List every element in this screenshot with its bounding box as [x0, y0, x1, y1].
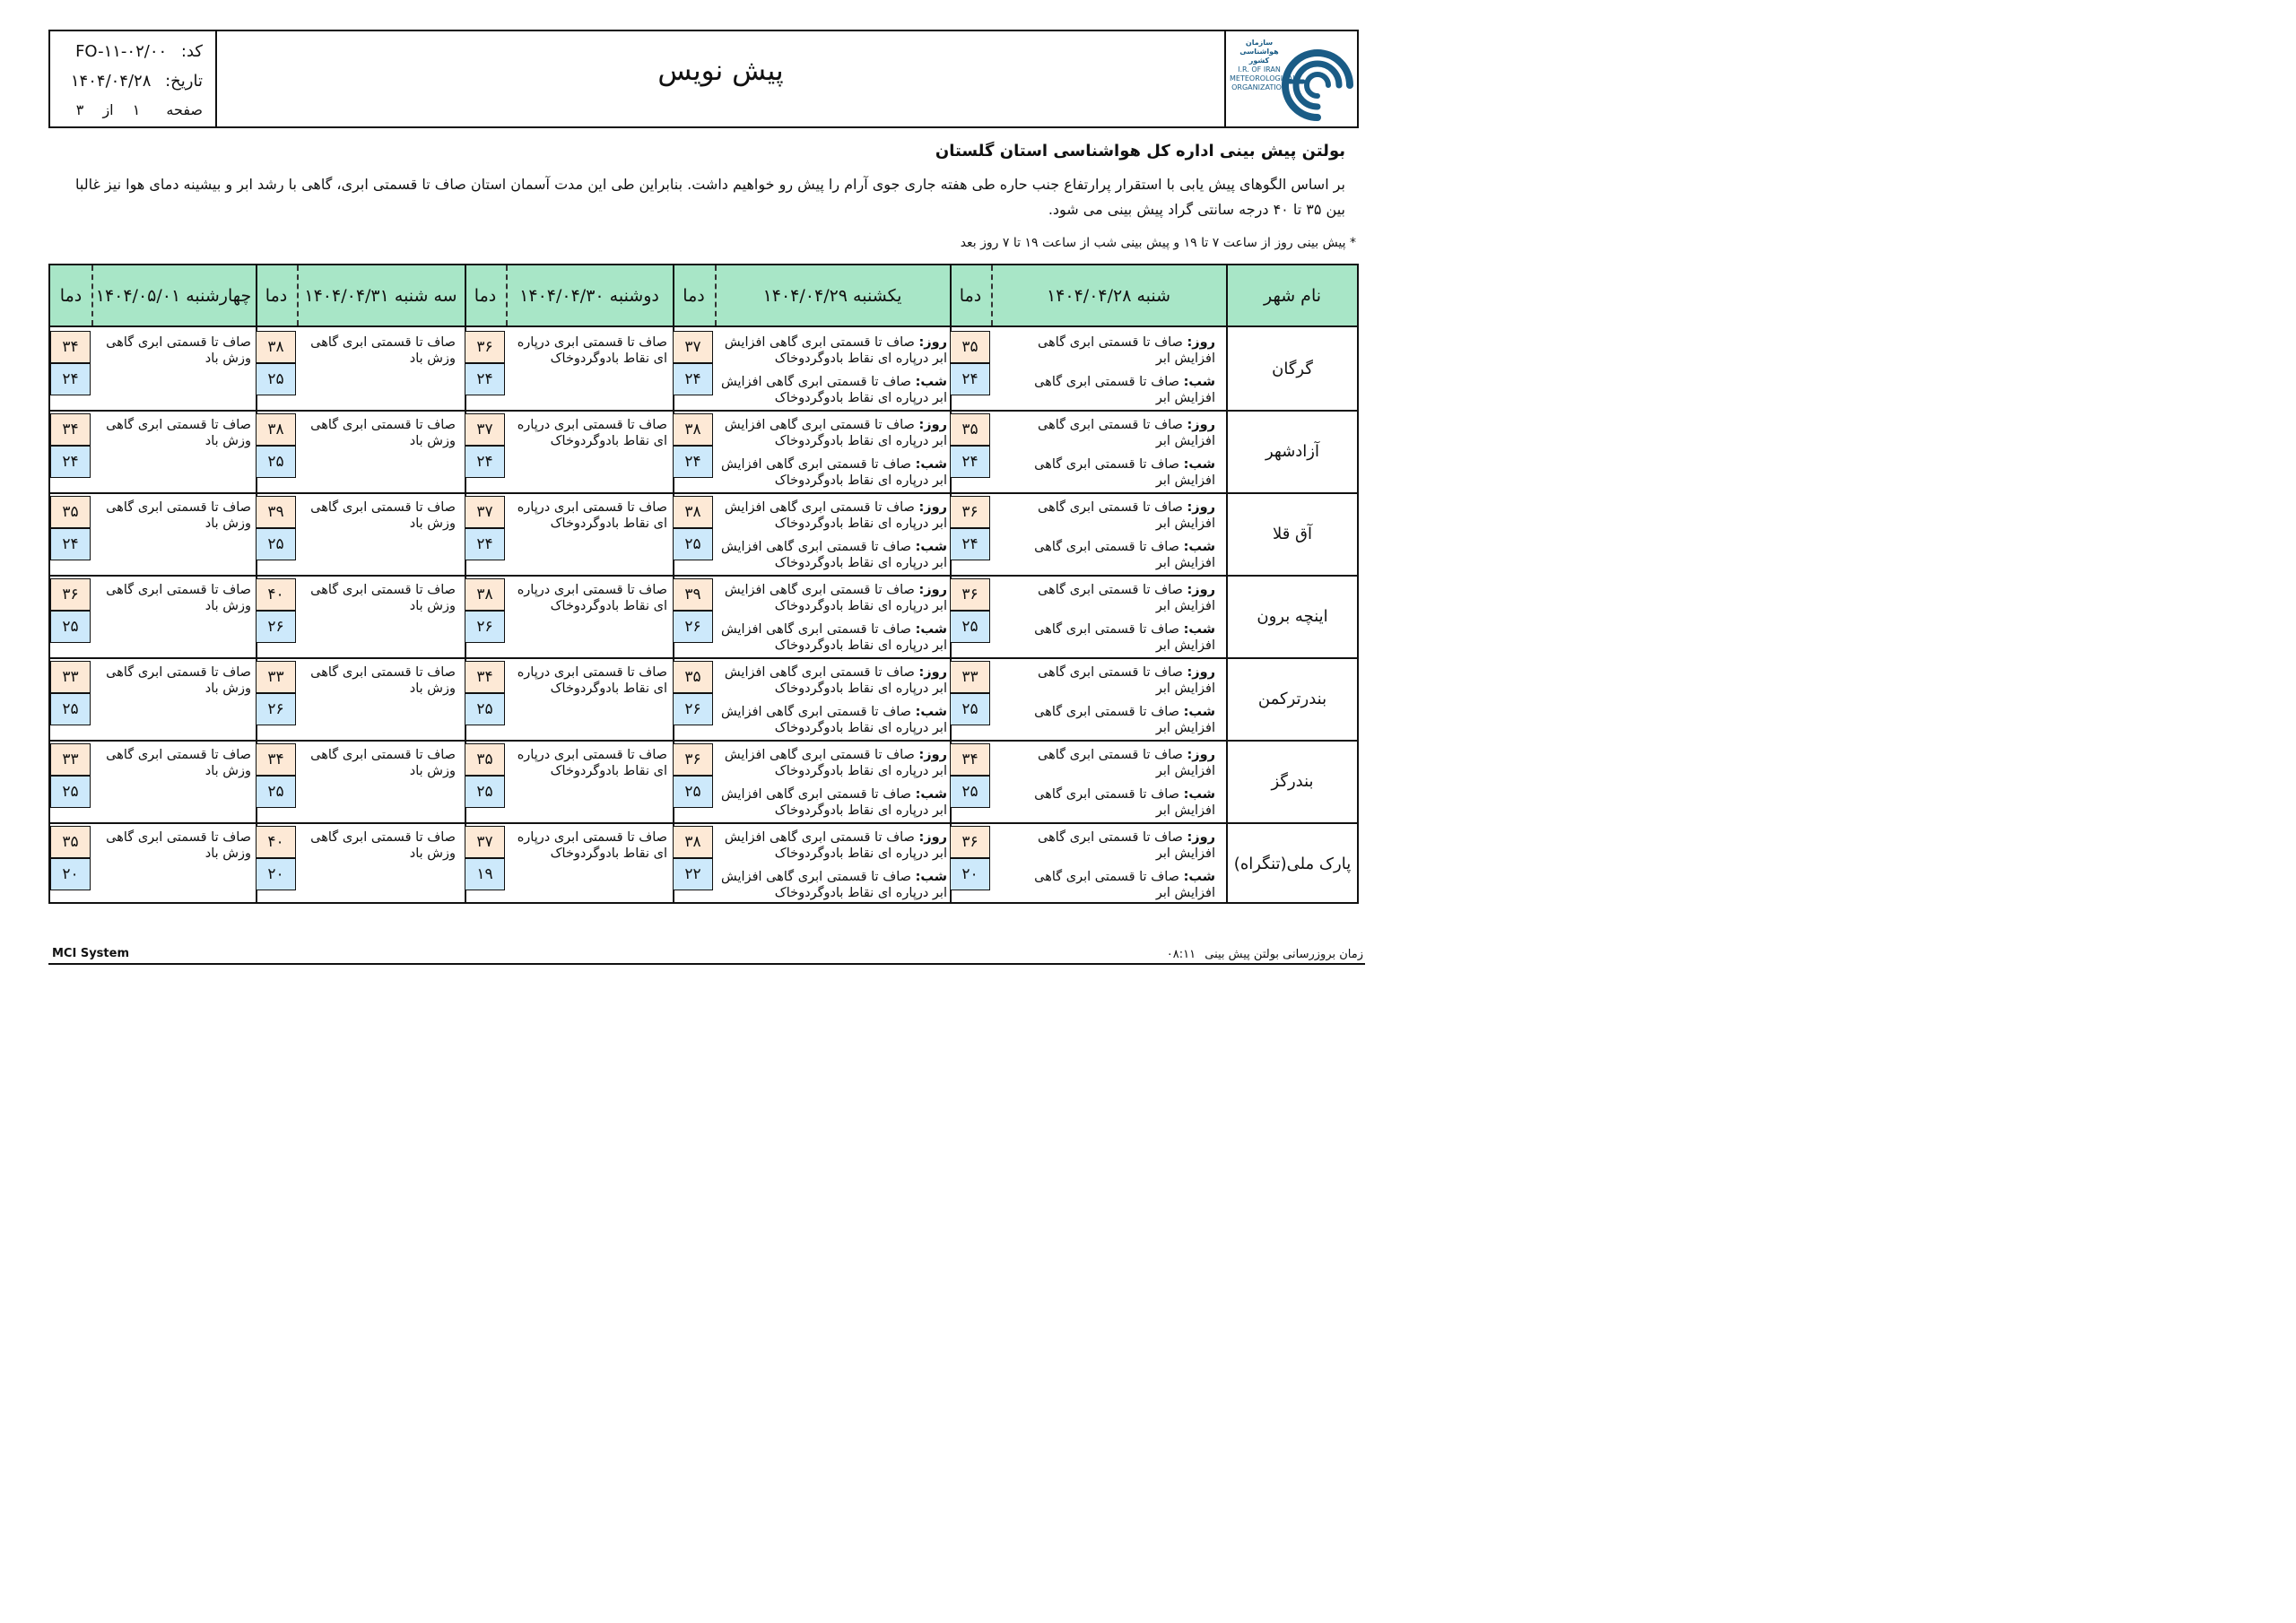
night-forecast-text [718, 456, 947, 489]
night-text: صاف تا قسمتی ابری گاهی افزایش ابر [1034, 375, 1215, 405]
night-forecast-text [718, 786, 947, 819]
city-name: گرگان [1272, 359, 1313, 378]
page-total: ۳ [75, 101, 84, 118]
night-forecast-text [994, 621, 1215, 654]
forecast-text: صاف تا قسمتی ابری گاهی وزش باد [106, 665, 251, 696]
min-temp-box: ۲۰ [50, 858, 91, 890]
city-column-header: نام شهر [1263, 285, 1322, 306]
min-temp-box: ۲۶ [465, 611, 505, 643]
day-forecast-text [994, 499, 1215, 532]
day-header-3: دوشنبه ۱۴۰۴/۰۴/۳۰ [519, 285, 659, 306]
forecast-text: صاف تا قسمتی ابری درپاره ای نقاط بادوگردوخاک [517, 500, 667, 531]
city-name: اینچه برون [1257, 606, 1328, 626]
day-header-5: چهارشنبه ۱۴۰۴/۰۵/۰۱ [95, 285, 252, 306]
max-temp-box: ۳۳ [256, 661, 296, 693]
forecast-text: صاف تا قسمتی ابری درپاره ای نقاط بادوگردوخاک [517, 418, 667, 448]
night-forecast-text [718, 621, 947, 654]
forecast-text: صاف تا قسمتی ابری درپاره ای نقاط بادوگردوخاک [517, 335, 667, 366]
row-divider [50, 822, 1357, 824]
day-label: روز: [918, 748, 947, 762]
row-divider [50, 657, 1357, 659]
max-temp-box: ۳۶ [673, 743, 713, 776]
max-temp-box: ۳۷ [465, 413, 505, 446]
header-divider [91, 265, 93, 325]
min-temp-box: ۲۴ [673, 446, 713, 478]
day-forecast-text [718, 334, 947, 367]
day-forecast-text [994, 664, 1215, 697]
night-text: صاف تا قسمتی ابری گاهی افزایش ابر [1034, 705, 1215, 735]
forecast-text: صاف تا قسمتی ابری گاهی وزش باد [310, 335, 456, 366]
max-temp-box: ۳۸ [256, 331, 296, 363]
day-header-1: شنبه ۱۴۰۴/۰۴/۲۸ [1046, 285, 1171, 306]
logo-fa-text: سازمان هواشناسی کشور [1239, 39, 1279, 65]
document-meta [50, 31, 217, 126]
logo-en-3: ORGANIZATION [1231, 83, 1287, 91]
night-label: شب: [915, 870, 947, 884]
footer-update-label: زمان بروزرسانی بولتن پیش بینی [1205, 948, 1363, 961]
day-text: صاف تا قسمتی ابری گاهی افزایش ابر [1038, 665, 1215, 696]
min-temp-box: ۲۵ [256, 446, 296, 478]
night-label: شب: [1183, 787, 1215, 802]
night-label: شب: [1183, 457, 1215, 472]
min-temp-box: ۲۵ [950, 611, 990, 643]
day-text: صاف تا قسمتی ابری گاهی افزایش ابر [1038, 748, 1215, 778]
footer-update-time [1167, 948, 1363, 961]
forecast-text: صاف تا قسمتی ابری گاهی وزش باد [310, 748, 456, 778]
min-temp-box: ۲۴ [465, 528, 505, 560]
day-text: صاف تا قسمتی ابری گاهی افزایش ابر درپاره ای نقاط بادوگردوخاک [724, 418, 947, 448]
max-temp-box: ۳۵ [50, 496, 91, 528]
forecast-text: صاف تا قسمتی ابری گاهی وزش باد [106, 830, 251, 861]
night-text: صاف تا قسمتی ابری گاهی افزایش ابر درپاره ای نقاط بادوگردوخاک [721, 870, 947, 900]
min-temp-box: ۲۰ [256, 858, 296, 890]
max-temp-box: ۴۰ [256, 578, 296, 611]
day-label: روز: [918, 418, 947, 432]
day-label: روز: [1187, 583, 1215, 597]
night-label: شب: [1183, 870, 1215, 884]
night-text: صاف تا قسمتی ابری گاهی افزایش ابر درپاره ای نقاط بادوگردوخاک [721, 375, 947, 405]
temp-header-4: دما [265, 285, 288, 306]
day-forecast-text [718, 417, 947, 449]
max-temp-box: ۳۳ [50, 743, 91, 776]
max-temp-box: ۳۵ [50, 826, 91, 858]
min-temp-box: ۲۵ [50, 611, 91, 643]
max-temp-box: ۳۸ [465, 578, 505, 611]
min-temp-box: ۲۴ [950, 446, 990, 478]
day-forecast-text [718, 747, 947, 779]
city-name: آزادشهر [1265, 441, 1320, 461]
day-label: روز: [1187, 418, 1215, 432]
day-text: صاف تا قسمتی ابری گاهی افزایش ابر درپاره ای نقاط بادوگردوخاک [724, 665, 947, 696]
day-label: روز: [1187, 748, 1215, 762]
night-text: صاف تا قسمتی ابری گاهی افزایش ابر درپاره ای نقاط بادوگردوخاک [721, 705, 947, 735]
day-label: روز: [1187, 335, 1215, 350]
table-header-row [50, 265, 1357, 327]
min-temp-box: ۲۴ [673, 363, 713, 395]
forecast-text: صاف تا قسمتی ابری گاهی وزش باد [106, 335, 251, 366]
max-temp-box: ۳۹ [673, 578, 713, 611]
min-temp-box: ۲۴ [950, 363, 990, 395]
min-temp-box: ۲۴ [465, 363, 505, 395]
forecast-text: صاف تا قسمتی ابری گاهی وزش باد [106, 418, 251, 448]
night-forecast-text [994, 456, 1215, 489]
min-temp-box: ۲۴ [50, 528, 91, 560]
logo-en-2: METEOROLOGICAL [1230, 74, 1297, 82]
day-label: روز: [918, 335, 947, 350]
forecast-text: صاف تا قسمتی ابری گاهی وزش باد [310, 583, 456, 613]
max-temp-box: ۳۴ [256, 743, 296, 776]
header-divider [991, 265, 993, 325]
day-text: صاف تا قسمتی ابری گاهی افزایش ابر درپاره ای نقاط بادوگردوخاک [724, 335, 947, 366]
night-forecast-text [994, 786, 1215, 819]
logo-text [1230, 39, 1297, 92]
day-header-4: سه شنبه ۱۴۰۴/۰۴/۳۱ [304, 285, 457, 306]
day-label: روز: [1187, 665, 1215, 680]
day-text: صاف تا قسمتی ابری گاهی افزایش ابر [1038, 335, 1215, 366]
page-of: از [102, 101, 114, 118]
day-header-2: یکشنبه ۱۴۰۴/۰۴/۲۹ [762, 285, 902, 306]
temp-header-3: دما [474, 285, 497, 306]
min-temp-box: ۲۵ [256, 776, 296, 808]
day-label: روز: [918, 830, 947, 845]
min-temp-box: ۲۵ [256, 528, 296, 560]
max-temp-box: ۴۰ [256, 826, 296, 858]
max-temp-box: ۳۶ [950, 578, 990, 611]
day-text: صاف تا قسمتی ابری گاهی افزایش ابر درپاره ای نقاط بادوگردوخاک [724, 500, 947, 531]
night-text: صاف تا قسمتی ابری گاهی افزایش ابر [1034, 540, 1215, 570]
bulletin-title: بولتن پیش بینی اداره کل هواشناسی استان گلستان [935, 142, 1345, 161]
night-label: شب: [915, 787, 947, 802]
row-divider [50, 740, 1357, 742]
max-temp-box: ۳۶ [465, 331, 505, 363]
night-label: شب: [1183, 622, 1215, 637]
forecast-time-note: * پیش بینی روز از ساعت ۷ تا ۱۹ و پیش بینی شب از ساعت ۱۹ تا ۷ روز بعد [960, 236, 1356, 250]
night-label: شب: [1183, 540, 1215, 554]
code-row [75, 42, 203, 61]
night-forecast-text [718, 704, 947, 736]
max-temp-box: ۳۵ [950, 331, 990, 363]
forecast-text: صاف تا قسمتی ابری گاهی وزش باد [310, 500, 456, 531]
night-forecast-text [718, 539, 947, 571]
min-temp-box: ۲۴ [50, 363, 91, 395]
min-temp-box: ۲۵ [256, 363, 296, 395]
min-temp-box: ۲۵ [950, 776, 990, 808]
forecast-text: صاف تا قسمتی ابری گاهی وزش باد [106, 583, 251, 613]
min-temp-box: ۲۵ [673, 528, 713, 560]
night-label: شب: [1183, 375, 1215, 389]
day-forecast-text [994, 417, 1215, 449]
max-temp-box: ۳۶ [950, 826, 990, 858]
day-label: روز: [918, 665, 947, 680]
footer-update-value: ۰۸:۱۱ [1166, 948, 1196, 961]
night-text: صاف تا قسمتی ابری گاهی افزایش ابر [1034, 870, 1215, 900]
min-temp-box: ۲۲ [673, 858, 713, 890]
page-current: ۱ [132, 101, 141, 118]
day-label: روز: [918, 500, 947, 515]
page-title: پیش نویس [657, 55, 784, 87]
night-forecast-text [994, 539, 1215, 571]
min-temp-box: ۲۶ [673, 693, 713, 725]
day-label: روز: [918, 583, 947, 597]
logo-en-1: I.R. OF IRAN [1238, 65, 1281, 74]
min-temp-box: ۲۵ [50, 776, 91, 808]
min-temp-box: ۲۴ [465, 446, 505, 478]
forecast-table [48, 264, 1359, 904]
page-label: صفحه [166, 101, 203, 118]
max-temp-box: ۳۸ [673, 496, 713, 528]
night-label: شب: [915, 457, 947, 472]
max-temp-box: ۳۸ [256, 413, 296, 446]
day-forecast-text [994, 334, 1215, 367]
night-forecast-text [718, 374, 947, 406]
max-temp-box: ۳۸ [673, 826, 713, 858]
night-label: شب: [1183, 705, 1215, 719]
city-name: بندرگز [1271, 771, 1314, 791]
temp-header-2: دما [683, 285, 705, 306]
meteorological-organization-logo-icon [1282, 37, 1355, 123]
max-temp-box: ۳۸ [673, 413, 713, 446]
forecast-text: صاف تا قسمتی ابری گاهی وزش باد [310, 418, 456, 448]
night-text: صاف تا قسمتی ابری گاهی افزایش ابر درپاره ای نقاط بادوگردوخاک [721, 457, 947, 488]
day-text: صاف تا قسمتی ابری گاهی افزایش ابر [1038, 583, 1215, 613]
max-temp-box: ۳۷ [465, 826, 505, 858]
day-text: صاف تا قسمتی ابری گاهی افزایش ابر [1038, 500, 1215, 531]
max-temp-box: ۳۷ [465, 496, 505, 528]
footer-divider [48, 963, 1365, 965]
date-row [71, 72, 203, 91]
night-label: شب: [915, 622, 947, 637]
day-forecast-text [718, 499, 947, 532]
min-temp-box: ۲۴ [950, 528, 990, 560]
max-temp-box: ۳۳ [50, 661, 91, 693]
day-forecast-text [994, 747, 1215, 779]
forecast-text: صاف تا قسمتی ابری درپاره ای نقاط بادوگردوخاک [517, 665, 667, 696]
temp-header-1: دما [959, 285, 982, 306]
day-text: صاف تا قسمتی ابری گاهی افزایش ابر درپاره ای نقاط بادوگردوخاک [724, 830, 947, 861]
min-temp-box: ۲۰ [950, 858, 990, 890]
forecast-text: صاف تا قسمتی ابری گاهی وزش باد [310, 665, 456, 696]
bulletin-body: بر اساس الگوهای پیش یابی با استقرار پرارتفاع جنب حاره طی هفته جاری جوی آرام را پیش رو خواهیم داشت. بنابراین طی این مدت آسمان استان صاف تا قسمتی ابری، گاهی با رشد ابر و بیشینه دمای هوا نیز غالبا بین ۳۵ تا ۴۰ درجه سانتی گراد پیش بینی می شود. [75, 176, 1345, 218]
min-temp-box: ۱۹ [465, 858, 505, 890]
logo-cell [1224, 31, 1357, 126]
max-temp-box: ۳۶ [950, 496, 990, 528]
max-temp-box: ۳۵ [465, 743, 505, 776]
night-text: صاف تا قسمتی ابری گاهی افزایش ابر [1034, 787, 1215, 818]
forecast-text: صاف تا قسمتی ابری گاهی وزش باد [310, 830, 456, 861]
min-temp-box: ۲۵ [50, 693, 91, 725]
min-temp-box: ۲۴ [50, 446, 91, 478]
night-forecast-text [994, 704, 1215, 736]
day-label: روز: [1187, 830, 1215, 845]
max-temp-box: ۳۵ [950, 413, 990, 446]
city-name: پارک ملی(تنگراه) [1233, 854, 1352, 873]
min-temp-box: ۲۶ [256, 693, 296, 725]
day-forecast-text [718, 664, 947, 697]
night-text: صاف تا قسمتی ابری گاهی افزایش ابر درپاره ای نقاط بادوگردوخاک [721, 622, 947, 653]
min-temp-box: ۲۵ [950, 693, 990, 725]
max-temp-box: ۳۵ [673, 661, 713, 693]
night-text: صاف تا قسمتی ابری گاهی افزایش ابر درپاره ای نقاط بادوگردوخاک [721, 787, 947, 818]
day-forecast-text [994, 582, 1215, 614]
night-label: شب: [915, 375, 947, 389]
max-temp-box: ۳۴ [950, 743, 990, 776]
day-text: صاف تا قسمتی ابری گاهی افزایش ابر درپاره ای نقاط بادوگردوخاک [724, 583, 947, 613]
code-value: FO-۱۱-۰۲/۰۰ [75, 42, 168, 61]
max-temp-box: ۳۶ [50, 578, 91, 611]
min-temp-box: ۲۵ [465, 776, 505, 808]
min-temp-box: ۲۵ [465, 693, 505, 725]
forecast-text: صاف تا قسمتی ابری درپاره ای نقاط بادوگردوخاک [517, 583, 667, 613]
night-label: شب: [915, 705, 947, 719]
night-text: صاف تا قسمتی ابری گاهی افزایش ابر [1034, 457, 1215, 488]
page-row [76, 101, 203, 118]
min-temp-box: ۲۶ [673, 611, 713, 643]
row-divider [50, 410, 1357, 412]
night-label: شب: [915, 540, 947, 554]
header-divider [297, 265, 299, 325]
day-forecast-text [718, 582, 947, 614]
forecast-text: صاف تا قسمتی ابری درپاره ای نقاط بادوگردوخاک [517, 748, 667, 778]
row-divider [50, 492, 1357, 494]
max-temp-box: ۳۳ [950, 661, 990, 693]
night-forecast-text [994, 374, 1215, 406]
night-forecast-text [718, 869, 947, 901]
max-temp-box: ۳۷ [673, 331, 713, 363]
code-label: کد: [180, 42, 203, 61]
city-name: آق قلا [1272, 524, 1313, 543]
max-temp-box: ۳۴ [50, 413, 91, 446]
day-text: صاف تا قسمتی ابری گاهی افزایش ابر [1038, 830, 1215, 861]
day-forecast-text [718, 829, 947, 862]
temp-header-5: دما [59, 285, 83, 306]
forecast-text: صاف تا قسمتی ابری گاهی وزش باد [106, 500, 251, 531]
date-value: ۱۴۰۴/۰۴/۲۸ [70, 72, 152, 91]
document-header [48, 30, 1359, 128]
footer-system-name: MCI System [52, 947, 129, 960]
min-temp-box: ۲۵ [673, 776, 713, 808]
max-temp-box: ۳۴ [465, 661, 505, 693]
forecast-text: صاف تا قسمتی ابری درپاره ای نقاط بادوگردوخاک [517, 830, 667, 861]
day-text: صاف تا قسمتی ابری گاهی افزایش ابر [1038, 418, 1215, 448]
row-divider [50, 575, 1357, 577]
night-text: صاف تا قسمتی ابری گاهی افزایش ابر [1034, 622, 1215, 653]
night-forecast-text [994, 869, 1215, 901]
day-label: روز: [1187, 500, 1215, 515]
forecast-text: صاف تا قسمتی ابری گاهی وزش باد [106, 748, 251, 778]
min-temp-box: ۲۶ [256, 611, 296, 643]
day-forecast-text [994, 829, 1215, 862]
header-divider [506, 265, 508, 325]
max-temp-box: ۳۹ [256, 496, 296, 528]
date-label: تاریخ: [165, 72, 203, 91]
city-name: بندرترکمن [1257, 689, 1327, 708]
day-text: صاف تا قسمتی ابری گاهی افزایش ابر درپاره ای نقاط بادوگردوخاک [724, 748, 947, 778]
header-divider [715, 265, 717, 325]
max-temp-box: ۳۴ [50, 331, 91, 363]
night-text: صاف تا قسمتی ابری گاهی افزایش ابر درپاره ای نقاط بادوگردوخاک [721, 540, 947, 570]
